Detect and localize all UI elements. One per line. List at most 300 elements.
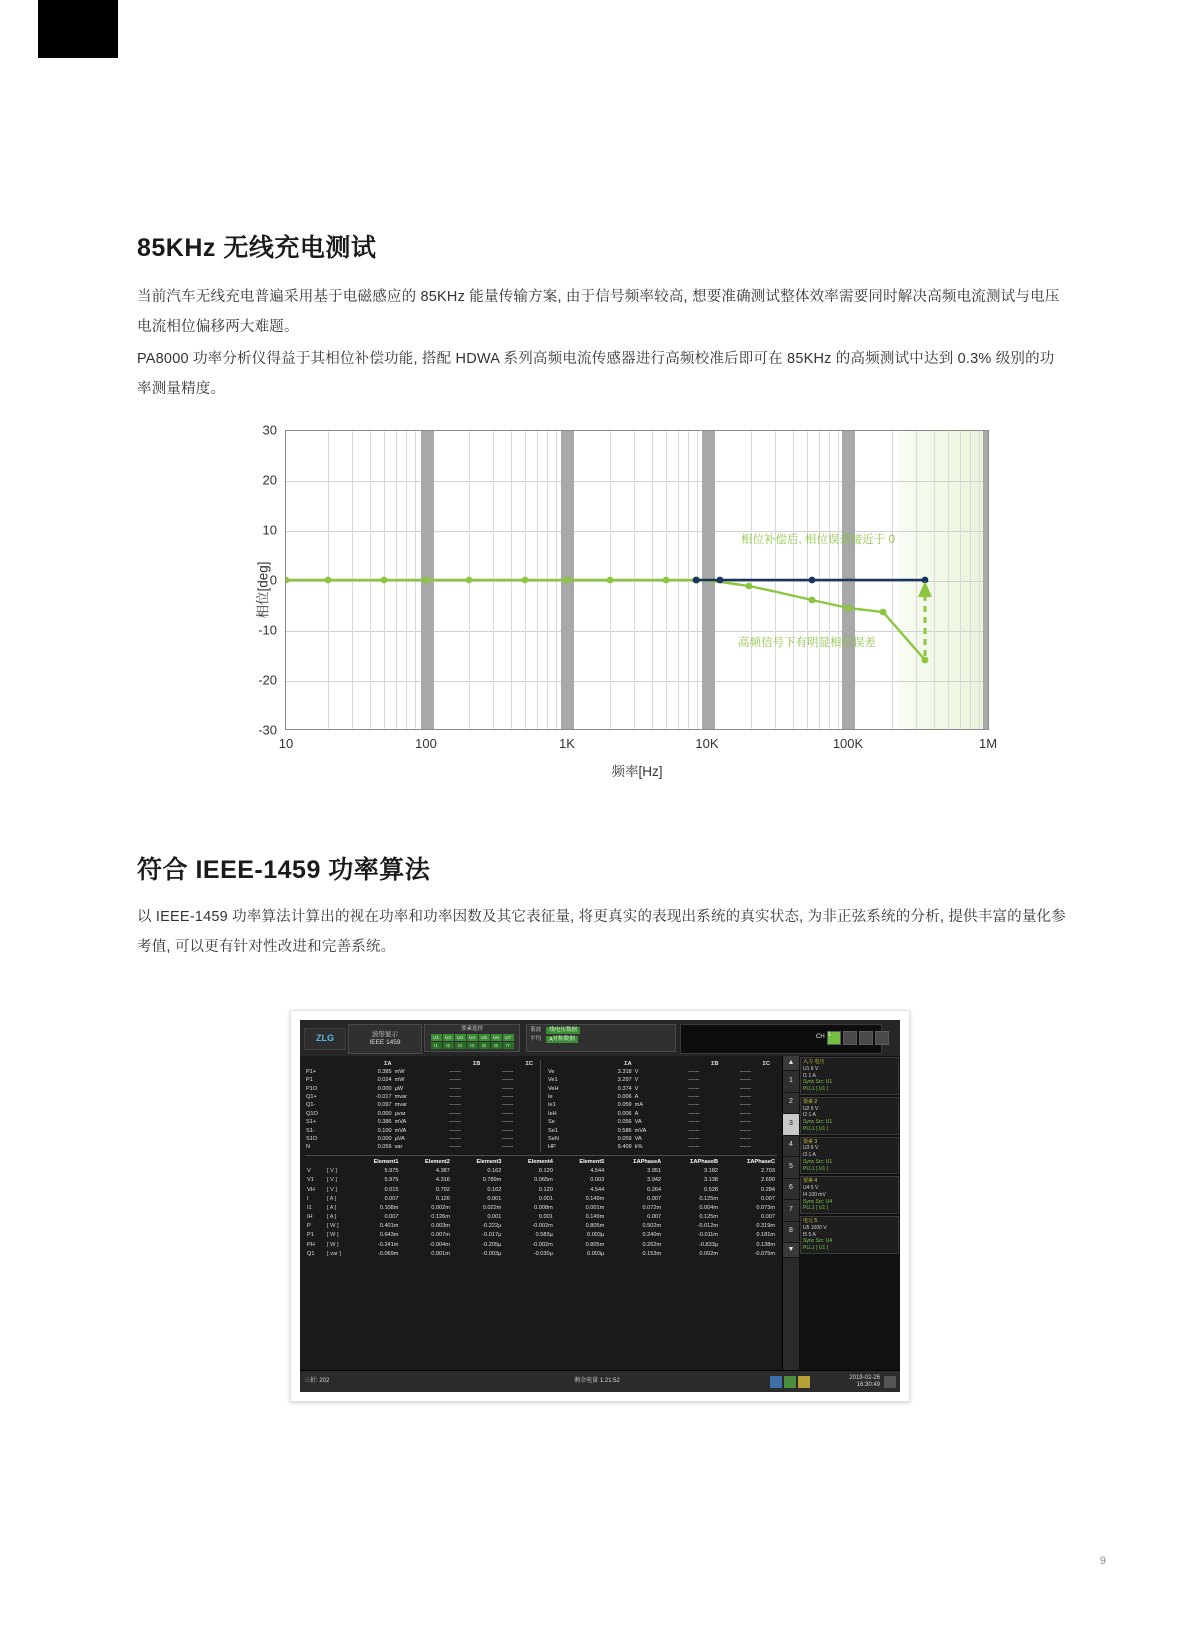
element-chip[interactable]: I1 [431, 1042, 442, 1049]
element-chip[interactable]: U3 [455, 1034, 466, 1041]
row-b: ------ [688, 1102, 700, 1109]
row-c: ------ [739, 1069, 751, 1076]
status-middle-text: 剩余电量 1:21:52 [574, 1377, 620, 1384]
row-value: 0.097 [377, 1102, 392, 1109]
sum-right-h-sa: ΣA [624, 1060, 632, 1067]
cell: 0.004m [699, 1204, 719, 1211]
info-line: I4 100 mV [803, 1191, 826, 1198]
cell: -0.002m [532, 1241, 553, 1248]
table-row [305, 1185, 777, 1194]
table-row [305, 1102, 534, 1110]
channel-button-active[interactable]: 1 [827, 1031, 841, 1045]
row-unit: var [394, 1144, 403, 1151]
cell: 0.138m [756, 1241, 775, 1248]
table-row [547, 1135, 771, 1143]
info-line: PLL1 [ U1 ] [803, 1086, 829, 1092]
element-chip[interactable]: I3 [455, 1042, 466, 1049]
table-row [305, 1167, 777, 1176]
row-value: 0.100 [377, 1127, 392, 1134]
table-row [305, 1222, 777, 1231]
cell: 2.690 [761, 1177, 775, 1184]
cell: 0.120 [538, 1186, 553, 1193]
row-label: V1 [307, 1177, 314, 1184]
cell: 0.007 [761, 1214, 775, 1221]
row-label: P [307, 1223, 311, 1230]
page-corner-mark [38, 0, 118, 58]
element-info-column [799, 1056, 900, 1370]
table-header-row [305, 1158, 777, 1167]
table-row [547, 1077, 771, 1085]
element-chip[interactable]: I4 [467, 1042, 478, 1049]
row-label: Ve [548, 1069, 555, 1076]
col-phasec: ΣAPhaseC [747, 1159, 775, 1166]
cell: 0.003m [431, 1223, 450, 1230]
scroll-up-icon[interactable]: ▲ [783, 1056, 799, 1071]
row-c: ------ [739, 1102, 751, 1109]
row-unit: mvar [394, 1094, 408, 1101]
element-chip[interactable]: I5 [479, 1042, 490, 1049]
element-chip[interactable]: U2 [443, 1034, 454, 1041]
row-c: ------ [739, 1085, 751, 1092]
info-line: I2 1 A [803, 1112, 816, 1119]
cell: 0.007 [384, 1214, 399, 1221]
row-value: 0.056 [377, 1144, 392, 1151]
row-label: IeH [548, 1110, 557, 1117]
info-title: 要素 2 [803, 1098, 818, 1105]
element-measurement-table [305, 1158, 777, 1259]
table-row [547, 1068, 771, 1076]
cell: 0.065m [534, 1177, 553, 1184]
table-row [547, 1119, 771, 1127]
chart-y-axis-label: 相位[deg] [255, 561, 271, 619]
row-unit: [ V ] [327, 1186, 337, 1193]
chart-plot-area [285, 430, 989, 730]
cell: -0.011m [697, 1232, 719, 1239]
cell: 0.001 [538, 1195, 553, 1202]
row-value: 3.318 [617, 1069, 632, 1076]
row-unit: V [634, 1085, 639, 1092]
chart-annotation-compensated: 相位补偿后, 相位误差接近于 0 [741, 534, 895, 546]
page-button-6[interactable]: 6 [783, 1179, 799, 1201]
row-c: ------ [502, 1069, 514, 1076]
element-chip[interactable]: I6 [491, 1042, 502, 1049]
table-row [305, 1195, 777, 1204]
chart-xtick-10: 10 [278, 736, 294, 751]
table-row [305, 1231, 777, 1240]
info-line: Sync Src: U4 [803, 1238, 833, 1245]
cell: 0.073m [756, 1204, 775, 1211]
page-button-3[interactable]: 3 [783, 1114, 799, 1136]
channel-button[interactable] [843, 1031, 857, 1045]
summary-table-right [541, 1060, 777, 1152]
row-value: 0.000 [377, 1085, 392, 1092]
row-c: ------ [739, 1077, 751, 1084]
element-chip[interactable]: U7 [503, 1034, 514, 1041]
chart-x-axis-label: 频率[Hz] [611, 764, 663, 779]
row-unit: mVA [634, 1127, 647, 1134]
info-title: 入力 电压 [803, 1059, 825, 1065]
cell: -0.205µ [482, 1241, 502, 1248]
info-line: I1 1 A [803, 1072, 816, 1079]
status-icons[interactable] [770, 1376, 810, 1388]
row-unit: k% [634, 1144, 643, 1151]
summary-tables [305, 1060, 777, 1152]
row-label: Q1- [306, 1102, 316, 1109]
cell: 0.528 [704, 1186, 719, 1193]
cell: 0.126m [431, 1214, 450, 1221]
row-label: Ie [548, 1094, 553, 1101]
row-b: ------ [688, 1144, 700, 1151]
row-b: ------ [449, 1077, 461, 1084]
row-c: ------ [502, 1077, 514, 1084]
phase-frequency-chart [137, 422, 1067, 792]
cell: 4.544 [590, 1168, 605, 1175]
chart-ytick-m10: -10 [258, 622, 277, 638]
cell: 4.544 [590, 1186, 605, 1193]
row-unit: mW [394, 1069, 405, 1076]
channel-button[interactable] [859, 1031, 873, 1045]
info-line: PLL1 [ U1 ] [803, 1165, 829, 1172]
scroll-down-icon[interactable]: ▼ [783, 1243, 799, 1258]
col-element4: Element4 [527, 1159, 553, 1166]
cell: -0.004m [429, 1241, 450, 1248]
row-c: ------ [739, 1110, 751, 1117]
info-line: Sync Src: U1 [803, 1079, 833, 1086]
settings-icon[interactable] [798, 1376, 810, 1388]
element-info-4 [800, 1176, 899, 1214]
cell: 0.072m [642, 1204, 662, 1211]
row-c: ------ [502, 1119, 514, 1126]
cell: 0.162 [487, 1168, 502, 1175]
row-c: ------ [502, 1102, 514, 1109]
row-label: S1- [306, 1127, 315, 1134]
row-unit: VA [634, 1135, 642, 1142]
table-row [547, 1110, 771, 1118]
sum-left-h-sa: ΣA [384, 1060, 392, 1067]
cell: 0.805m [585, 1241, 605, 1248]
row-label: P1 [306, 1077, 313, 1084]
cell: 0.001 [487, 1214, 502, 1221]
row-unit: [ W ] [327, 1232, 339, 1239]
table-row [305, 1204, 777, 1213]
chart-ytick-30: 30 [262, 422, 277, 438]
chart-xtick-10K: 10K [695, 736, 719, 751]
harmonic-value[interactable]: 线电压数据 [546, 1027, 580, 1034]
row-unit: mVA [394, 1119, 407, 1126]
cell: 0.502m [642, 1223, 662, 1230]
cell: 0.003µ [587, 1250, 605, 1257]
zlg-logo: ZLG [304, 1028, 346, 1050]
element-chip[interactable]: I2 [443, 1042, 454, 1049]
col-phasea: ΣAPhaseA [633, 1159, 662, 1166]
row-unit: µVA [394, 1135, 405, 1142]
col-element3: Element3 [476, 1159, 502, 1166]
row-value: 9.409 [617, 1144, 632, 1151]
page-button-8[interactable]: 8 [783, 1222, 799, 1244]
row-label: Se1 [548, 1127, 558, 1134]
row-unit: VA [634, 1119, 642, 1126]
row-unit: [ V ] [327, 1168, 337, 1175]
row-label: I1 [307, 1204, 312, 1211]
status-left-text: 三折: 202 [304, 1377, 330, 1384]
save-icon[interactable] [770, 1376, 782, 1388]
element-chip[interactable]: U5 [479, 1034, 490, 1041]
cell: 0.240m [642, 1232, 662, 1239]
mode-line-1: 波形显示 [372, 1030, 398, 1038]
row-b: ------ [449, 1085, 461, 1092]
element-info-2 [800, 1097, 899, 1135]
cell: 3.138 [704, 1177, 719, 1184]
cell: 0.789m [482, 1177, 502, 1184]
average-value[interactable]: д对称数据 [546, 1036, 578, 1043]
element-row-voltage[interactable] [426, 1034, 518, 1041]
page-button-7[interactable]: 7 [783, 1200, 799, 1222]
sum-right-h-sb: ΣB [711, 1060, 719, 1067]
cell: 0.007 [761, 1195, 775, 1202]
cell: 0.007m [431, 1232, 450, 1239]
cell: 0.001 [487, 1195, 502, 1202]
row-b: ------ [449, 1094, 461, 1101]
instrument-screen [300, 1020, 900, 1392]
info-line: PLL1 [ U1 ] [803, 1205, 829, 1212]
row-c: ------ [502, 1144, 514, 1151]
row-label: Q1O [306, 1110, 318, 1117]
chart-ytick-20: 20 [262, 472, 277, 488]
info-line: U4 6 V [803, 1185, 819, 1191]
element-selector-title: 要素选择 [460, 1026, 483, 1032]
col-element1: Element1 [373, 1159, 399, 1166]
info-line: U5 1000 V [803, 1224, 827, 1231]
sum-left-h-sc: ΣC [525, 1060, 533, 1067]
channel-label: CH [816, 1034, 825, 1041]
cell: 4.316 [435, 1177, 450, 1184]
cell: 0.149m [585, 1195, 605, 1202]
cell: 0.007 [384, 1195, 399, 1202]
section-title-ieee1459: 符合 IEEE-1459 功率算法 [137, 856, 431, 884]
cell: 0.003 [590, 1177, 605, 1184]
row-c: ------ [739, 1144, 751, 1151]
info-line: I5 5 A [803, 1231, 816, 1238]
page-button-2[interactable]: 2 [783, 1093, 799, 1115]
row-unit: [ var ] [327, 1250, 341, 1257]
row-unit: [ W ] [327, 1223, 339, 1230]
chart-ytick-m20: -20 [258, 672, 277, 688]
harmonic-settings[interactable] [526, 1024, 676, 1052]
info-title: 要素 4 [803, 1178, 818, 1185]
cell: 4.387 [435, 1168, 450, 1175]
row-label: I [307, 1195, 309, 1202]
info-line: U3 6 V [803, 1145, 819, 1152]
row-b: ------ [449, 1135, 461, 1142]
cell: 0.805m [585, 1223, 605, 1230]
element-chip[interactable]: U1 [431, 1034, 442, 1041]
element-chip[interactable]: I7 [503, 1042, 514, 1049]
cell: 0.120 [538, 1168, 553, 1175]
cell: 0.125m [699, 1214, 719, 1221]
row-unit: A [634, 1110, 639, 1117]
row-label: HP [548, 1144, 556, 1151]
row-value: 0.586 [617, 1127, 632, 1134]
col-element2: Element2 [425, 1159, 450, 1166]
row-unit: [ A ] [327, 1195, 337, 1202]
row-unit: A [634, 1094, 639, 1101]
info-line: Sync Src: U1 [803, 1119, 833, 1125]
row-unit: [ V ] [327, 1177, 337, 1184]
row-unit: [ A ] [327, 1214, 337, 1221]
element-info-5 [800, 1216, 899, 1254]
info-line: U2 6 V [803, 1105, 819, 1112]
table-row [305, 1068, 534, 1076]
row-unit: V [634, 1069, 639, 1076]
row-label: SeN [548, 1135, 559, 1142]
panel-divider [305, 1155, 777, 1156]
cell: -0.833µ [698, 1241, 719, 1248]
element-info-1 [800, 1057, 899, 1095]
cell: 0.001 [538, 1214, 553, 1221]
row-value: 0.059 [617, 1102, 632, 1109]
page-number-strip[interactable] [782, 1056, 799, 1370]
side-panel [782, 1056, 900, 1370]
sum-left-h-sb: ΣB [473, 1060, 481, 1067]
table-row [305, 1127, 534, 1135]
mode-line-2: IEEE 1459 [369, 1039, 401, 1046]
cell: -0.002m [532, 1223, 553, 1230]
page-button-4[interactable]: 4 [783, 1136, 799, 1158]
chart-annotation-uncompensated: 高频信号下有明显相位误差 [738, 637, 876, 649]
status-time: 16:30:49 [856, 1381, 880, 1388]
cell: 3.182 [704, 1168, 719, 1175]
usb-icon[interactable] [784, 1376, 796, 1388]
chart-ytick-m30: -30 [258, 722, 277, 738]
row-c: ------ [739, 1127, 751, 1134]
row-label: V [307, 1168, 311, 1175]
cell: 0.149m [585, 1214, 605, 1221]
row-b: ------ [688, 1119, 700, 1126]
section-title-wireless-charging: 85KHz 无线充电测试 [137, 234, 377, 262]
col-element5: Element5 [579, 1159, 605, 1166]
chart-series-svg [286, 431, 988, 729]
row-value: -0.017 [375, 1094, 392, 1101]
channel-selector[interactable] [816, 1024, 896, 1052]
chart-ytick-0: 0 [269, 572, 277, 588]
chart-ytick-10: 10 [262, 522, 277, 538]
instrument-body [300, 1056, 900, 1370]
cell: 0.284 [761, 1186, 775, 1193]
info-title: 电元 5 [803, 1218, 818, 1224]
table-row [305, 1110, 534, 1118]
cell: -0.017µ [482, 1232, 502, 1239]
row-label: PH [307, 1241, 315, 1248]
info-line: PLL1 [ U1 ] [803, 1125, 829, 1132]
mode-selector[interactable] [348, 1024, 422, 1054]
page-number: 9 [1099, 1555, 1106, 1567]
row-label: P1 [307, 1232, 314, 1239]
row-b: ------ [688, 1069, 700, 1076]
row-b: ------ [688, 1077, 700, 1084]
table-row [305, 1241, 777, 1250]
table-row [305, 1085, 534, 1093]
row-b: ------ [688, 1085, 700, 1092]
status-date: 2019-02-26 [849, 1374, 880, 1381]
row-value: 0.059 [617, 1135, 632, 1142]
row-value: 0.386 [377, 1119, 392, 1126]
row-label: P1O [306, 1085, 318, 1092]
channel-button[interactable] [875, 1031, 889, 1045]
row-label: Ie1 [548, 1102, 556, 1109]
row-unit: mVA [394, 1127, 407, 1134]
row-value: 0.006 [617, 1094, 632, 1101]
cell: 0.022m [482, 1204, 502, 1211]
instrument-toolbar [300, 1020, 900, 1057]
row-b: ------ [688, 1094, 700, 1101]
table-row [547, 1144, 771, 1152]
instrument-status-bar [300, 1370, 900, 1392]
cell: 2.703 [761, 1168, 775, 1175]
chart-xtick-100: 100 [415, 736, 437, 751]
cell: 0.125m [699, 1195, 719, 1202]
menu-icon[interactable] [884, 1376, 896, 1388]
cell: 0.401m [379, 1223, 399, 1230]
cell: -0.075m [754, 1250, 775, 1257]
row-label: IH [307, 1214, 313, 1221]
row-label: S1+ [306, 1119, 317, 1126]
cell: 0.007 [647, 1214, 662, 1221]
info-line: U1 6 V [803, 1065, 819, 1072]
row-value: 0.024 [377, 1077, 392, 1084]
table-row [547, 1085, 771, 1093]
page-button-1[interactable]: 1 [783, 1071, 799, 1093]
chart-xtick-100K: 100K [832, 736, 864, 751]
table-row [305, 1176, 777, 1185]
harmonic-label: 谐波 [530, 1027, 542, 1033]
chart-points-uncompensated [286, 577, 928, 664]
cell: 0.126 [435, 1195, 450, 1202]
element-chip[interactable]: U4 [467, 1034, 478, 1041]
element-chip[interactable]: U6 [491, 1034, 502, 1041]
cell: 5.975 [384, 1168, 399, 1175]
row-label: VH [307, 1186, 315, 1193]
row-value: 0.056 [617, 1119, 632, 1126]
cell: 5.975 [384, 1177, 399, 1184]
page-button-5[interactable]: 5 [783, 1157, 799, 1179]
cell: -0.069m [377, 1250, 399, 1257]
cell: 0.108m [379, 1204, 399, 1211]
cell: -0.030µ [533, 1250, 553, 1257]
element-selector[interactable] [424, 1024, 520, 1052]
cell: 0.162 [487, 1186, 502, 1193]
table-row [305, 1093, 534, 1101]
cell: 0.001m [585, 1204, 605, 1211]
section2-paragraph-1: 以 IEEE-1459 功率算法计算出的视在功率和功率因数及其它表征量, 将更真实的表现出系统的真实状态, 为非正弦系统的分析, 提供丰富的量化参考值, 可以更有针对性改进和完善系统。 [137, 909, 1066, 955]
cell: 3.951 [647, 1168, 662, 1175]
row-c: ------ [502, 1135, 514, 1142]
info-line: PLL1 [ U1 ] [803, 1245, 829, 1251]
cell: 3.942 [647, 1177, 662, 1184]
section1-paragraph-2: PA8000 功率分析仪得益于其相位补偿功能, 搭配 HDWA 系列高频电流传感器进行高频校准后即可在 85KHz 的高频测试中达到 0.3% 级别的功率测量精度。 [137, 351, 1055, 397]
element-row-current[interactable] [426, 1042, 518, 1049]
cell: -0.222µ [482, 1223, 502, 1230]
status-datetime [810, 1375, 880, 1389]
cell: 0.002m [699, 1250, 719, 1257]
row-unit: [ W ] [327, 1241, 339, 1248]
cell: -0.003µ [482, 1250, 502, 1257]
cell: 0.319m [756, 1223, 775, 1230]
table-row [547, 1127, 771, 1135]
sum-right-h-sc: ΣC [762, 1060, 770, 1067]
row-value: 0.385 [377, 1069, 392, 1076]
cell: 0.008m [534, 1204, 553, 1211]
row-c: ------ [502, 1127, 514, 1134]
